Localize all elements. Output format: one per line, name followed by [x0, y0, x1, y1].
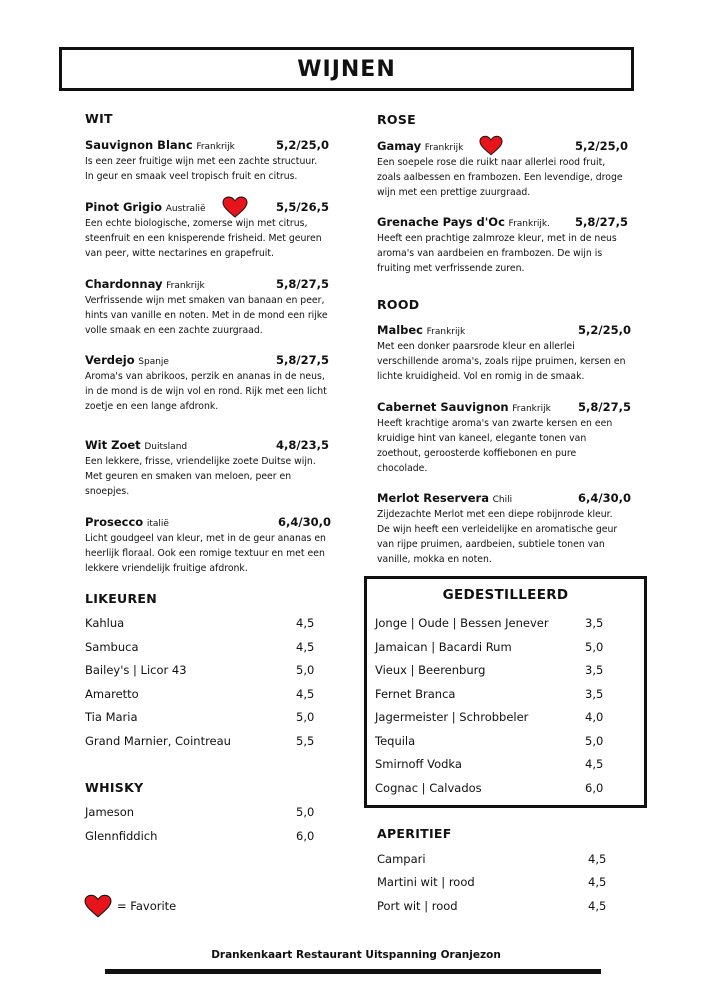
wine-name: Malbec: [377, 323, 423, 337]
wine-description: Met een donker paarsrode kleur en allerlei verschillende aroma's, zoals rijpe pruimen, kersen en lichte kruidigheid. Vol en romig in de smaak.: [377, 341, 626, 382]
section-heading-wit: WIT: [85, 111, 113, 126]
wine-item: [377, 400, 631, 476]
section-heading-rose: ROSE: [377, 112, 416, 127]
wine-price: 5,8/27,5: [578, 400, 631, 414]
wine-name: Merlot Reservera: [377, 491, 489, 505]
section-heading-whisky: WHISKY: [85, 780, 144, 795]
wine-description: Een soepele rose die ruikt naar allerlei rood fruit, zoals aalbessen en frambozen. Een levendige, droge wijn met een prettige zuurgraad.: [377, 157, 623, 198]
list-item: Fernet Branca 3,5: [375, 687, 604, 701]
wine-price: 5,8/27,5: [575, 215, 628, 229]
wine-origin: Duitsland: [144, 442, 188, 452]
list-item: Martini wit | rood 4,5: [377, 875, 607, 889]
list-item: Kahlua 4,5: [85, 616, 315, 630]
wine-name: Wit Zoet: [85, 438, 141, 452]
list-item: Jonge | Oude | Bessen Jenever 3,5: [375, 616, 604, 630]
wine-description: Zijdezachte Merlot met een diepe robijnrode kleur. De wijn heeft een verleidelijke en aromatische geur van rijpe pruimen, aardbeien, subtiele tonen van vanille, mokka en noten.: [377, 509, 618, 565]
list-item: Sambuca 4,5: [85, 640, 315, 654]
wine-name: Prosecco: [85, 515, 144, 529]
wine-name: Sauvignon Blanc: [85, 138, 193, 152]
wine-origin: Chili: [492, 495, 513, 505]
list-item: Cognac | Calvados 6,0: [375, 781, 604, 795]
legend-label: = Favorite: [117, 899, 177, 913]
section-heading-likeuren: LIKEUREN: [85, 591, 158, 606]
list-item: Jamaican | Bacardi Rum 5,0: [375, 640, 604, 654]
wine-item: [85, 277, 335, 338]
wine-name: Gamay: [377, 139, 422, 153]
wine-item: [85, 353, 335, 414]
wine-price: 5,5/26,5: [276, 200, 329, 214]
wine-origin: Frankrijk: [166, 281, 205, 291]
title-box: [59, 47, 634, 91]
wine-description: Heeft een prachtige zalmroze kleur, met in de neus aroma's van aardbeien en frambozen. De wijn is fruiting met verfrissende zuren.: [377, 233, 617, 274]
wine-origin: Australië: [165, 204, 206, 214]
heart-icon: [84, 894, 112, 918]
section-heading-rood: ROOD: [377, 297, 420, 312]
wine-origin: Frankrijk.: [508, 219, 550, 229]
wine-origin: Frankrijk: [426, 327, 466, 337]
list-item: Glennfiddich 6,0: [85, 829, 315, 843]
wine-price: 5,2/25,0: [575, 139, 628, 153]
wine-name: Grenache Pays d'Oc: [377, 215, 505, 229]
wine-item: [85, 138, 335, 184]
wine-origin: Frankrijk: [196, 142, 235, 152]
footer-text: Drankenkaart Restaurant Uitspanning Oranjezon: [211, 949, 501, 961]
wine-name: Pinot Grigio: [85, 200, 163, 214]
wine-name: Chardonnay: [85, 277, 163, 291]
wine-description: Een lekkere, frisse, vriendelijke zoete Duitse wijn. Met geuren en smaken van meloen, peer en snoepjes.: [85, 456, 316, 497]
list-item: Bailey's | Licor 43 5,0: [85, 663, 315, 677]
wine-item: [377, 323, 631, 384]
wine-name: Verdejo: [85, 353, 135, 367]
wine-description: Verfrissende wijn met smaken van banaan en peer, hints van vanille en noten. Met in de mond een rijke volle smaak en een zachte zuurgraad.: [85, 295, 328, 336]
footer-rule: [105, 969, 601, 974]
wine-description: Een echte biologische, zomerse wijn met citrus, steenfruit en een knisperende frisheid. Met geuren van peer, witte nectarines en grapefruit.: [85, 218, 322, 259]
wine-price: 6,4/30,0: [578, 491, 631, 505]
wine-name: Cabernet Sauvignon: [377, 400, 509, 414]
section-heading-gedestilleerd: GEDESTILLEERD: [442, 587, 569, 603]
list-item: Vieux | Beerenburg 3,5: [375, 663, 604, 677]
list-item: Grand Marnier, Cointreau 5,5: [85, 734, 315, 748]
wine-origin: italië: [146, 519, 169, 529]
wine-price: 5,2/25,0: [276, 138, 329, 152]
heart-icon: [479, 135, 503, 156]
list-item: Port wit | rood 4,5: [377, 899, 607, 913]
section-heading-aperitief: APERITIEF: [377, 826, 452, 841]
wine-price: 5,8/27,5: [276, 277, 329, 291]
list-item: Campari 4,5: [377, 852, 607, 866]
wine-description: Is een zeer fruitige wijn met een zachte structuur. In geur en smaak veel tropisch fruit en citrus.: [85, 156, 318, 182]
page-title: WIJNEN: [297, 56, 396, 82]
wine-description: Licht goudgeel van kleur, met in de geur ananas en heerlijk floraal. Ook een romige textuur en met een lekkere vriendelijk fruitige afdronk.: [85, 533, 326, 574]
list-item: Tequila 5,0: [375, 734, 604, 748]
list-item: Smirnoff Vodka 4,5: [375, 757, 604, 771]
list-item: Tia Maria 5,0: [85, 710, 315, 724]
wine-description: Heeft krachtige aroma's van zwarte kersen en een kruidige hint van kaneel, elegante tonen van zoethout, geroosterde koffiebonen en pure chocolade.: [377, 418, 613, 474]
wine-item: [377, 215, 627, 276]
wine-item: [85, 438, 335, 499]
list-item: Amaretto 4,5: [85, 687, 315, 701]
list-item: Jagermeister | Schrobbeler 4,0: [375, 710, 604, 724]
wine-price: 5,2/25,0: [578, 323, 631, 337]
wine-item: [85, 200, 335, 261]
wine-price: 5,8/27,5: [276, 353, 329, 367]
wine-origin: Spanje: [138, 357, 169, 367]
heart-icon: [222, 196, 248, 218]
wine-description: Aroma's van abrikoos, perzik en ananas in de neus, in de mond is de wijn vol en rond. Rijk met een licht zoetje en een lange afdronk.: [85, 371, 327, 412]
wine-price: 4,8/23,5: [276, 438, 329, 452]
wine-item: [85, 515, 335, 576]
wine-origin: Frankrijk: [512, 404, 551, 414]
wine-item: [377, 491, 631, 567]
list-item: Jameson 5,0: [85, 805, 315, 819]
wine-origin: Frankrijk: [424, 143, 464, 153]
wine-price: 6,4/30,0: [278, 515, 331, 529]
